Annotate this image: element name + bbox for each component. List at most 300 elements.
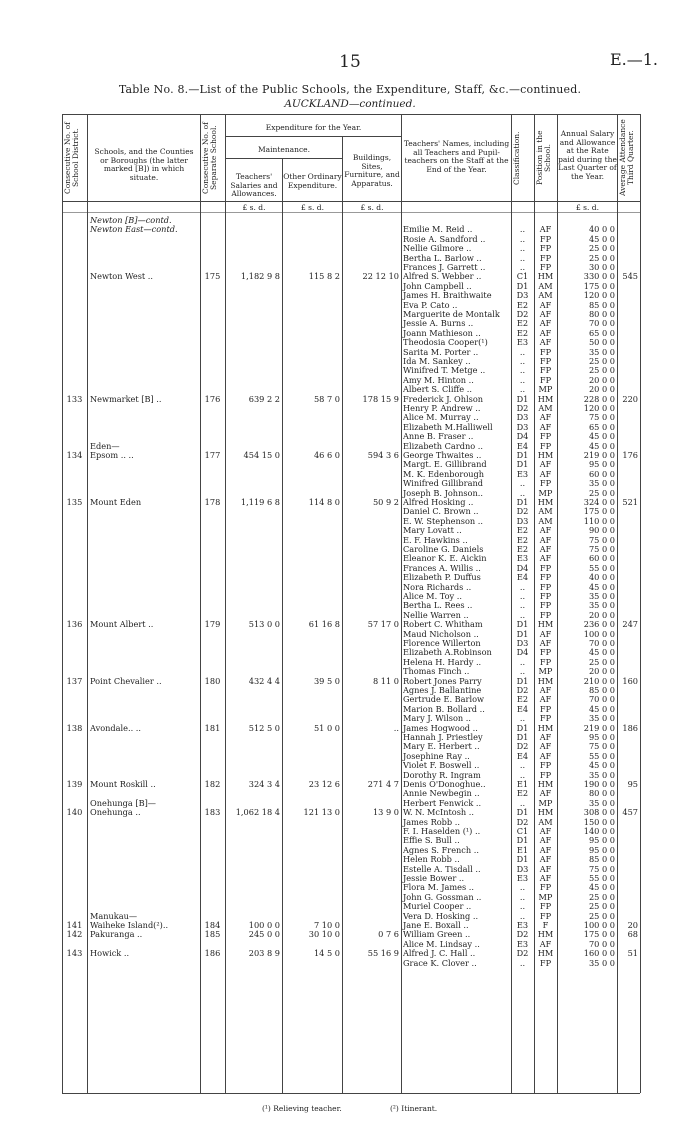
school-name: Pakuranga ..	[90, 929, 143, 940]
annual-salary: 236 0 0	[583, 619, 615, 630]
classification: ..	[519, 713, 526, 724]
teacher-name: Nellie Warren ..	[403, 609, 469, 620]
position: AF	[539, 873, 552, 883]
annual-salary: 75 0 0	[588, 544, 615, 554]
classification: E2	[516, 788, 529, 799]
classification: E4	[516, 750, 529, 761]
district-no: 138	[66, 722, 83, 733]
classification: ..	[519, 581, 526, 592]
expenditure-rule	[225, 136, 401, 137]
classification: ..	[519, 356, 526, 366]
district-no: 142	[66, 929, 83, 940]
annual-salary: 210 0 0	[583, 675, 615, 686]
school-name: Newton East—contd.	[90, 224, 178, 235]
other-expenditure-amount: 61 16 8	[308, 619, 340, 630]
classification: D1	[516, 280, 529, 291]
annual-salary: 35 0 0	[588, 591, 615, 601]
annual-salary: 45 0 0	[588, 703, 615, 714]
position: AF	[539, 468, 552, 479]
separate-school-no: 177	[204, 450, 221, 460]
position: MP	[538, 487, 553, 498]
district-no: 134	[66, 450, 83, 460]
annual-salary: 175 0 0	[583, 506, 615, 517]
annual-salary: 219 0 0	[583, 450, 615, 460]
teacher-name: Elizabeth M.Halliwell	[403, 421, 493, 432]
annual-salary: 70 0 0	[588, 638, 615, 648]
teacher-name: M. K. Edenborough	[403, 468, 485, 479]
classification: D4	[516, 431, 529, 442]
teacher-name: Josephine Ray ..	[403, 750, 470, 761]
separate-school-no: 178	[204, 497, 221, 507]
classification: D2	[516, 816, 529, 827]
classification: E2	[516, 694, 529, 705]
school-name: Epsom .. ..	[90, 450, 134, 460]
annual-salary: 70 0 0	[588, 318, 615, 329]
separate-school-no: 181	[204, 722, 221, 733]
school-name: Newton [B]—contd.	[90, 215, 172, 225]
classification: D3	[516, 638, 529, 648]
classification: ..	[519, 478, 526, 489]
position: FP	[539, 262, 552, 272]
classification: E3	[516, 337, 529, 348]
teacher-name: Annie Newbegin ..	[403, 788, 480, 799]
salaries-amount: 1,119 6 8	[240, 497, 280, 507]
teacher-name: Bertha L. Rees ..	[403, 600, 473, 611]
classification: D4	[516, 562, 529, 573]
district-no: 137	[66, 675, 83, 686]
classification: E2	[516, 534, 529, 545]
classification: ..	[519, 243, 526, 254]
position: AM	[538, 506, 553, 517]
annual-salary: 45 0 0	[588, 882, 615, 893]
unit-salary: £ s. d.	[576, 203, 599, 212]
average-attendance: 186	[622, 722, 638, 733]
annual-salary: 25 0 0	[588, 487, 615, 498]
teacher-name: Mary E. Herbert ..	[403, 741, 480, 752]
classification: D1	[516, 732, 529, 742]
school-name: Mount Roskill ..	[90, 779, 156, 789]
school-name: Eden—	[90, 440, 120, 451]
teacher-name: Alice M. Lindsay ..	[403, 938, 480, 949]
annual-salary: 330 0 0	[583, 271, 615, 282]
teacher-name: Marguerite de Montalk	[403, 309, 500, 319]
position: FP	[539, 346, 552, 357]
classification: ..	[519, 224, 526, 235]
position: FP	[539, 609, 552, 620]
classification: ..	[519, 957, 526, 968]
other-expenditure-amount: 39 5 0	[313, 675, 340, 686]
annual-salary: 55 0 0	[588, 562, 615, 573]
position: FP	[539, 478, 552, 489]
other-expenditure-amount: 7 10 0	[313, 920, 340, 930]
position: HM	[537, 948, 554, 959]
annual-salary: 20 0 0	[588, 374, 615, 385]
buildings-amount: 594 3 6	[367, 450, 399, 460]
school-name: Onehunga [B]—	[90, 797, 156, 808]
average-attendance: 20	[627, 920, 638, 930]
teacher-name: Mary Lovatt ..	[403, 525, 462, 536]
annual-salary: 190 0 0	[583, 779, 615, 789]
average-attendance: 521	[622, 497, 638, 507]
classification: E2	[516, 318, 529, 329]
classification: ..	[519, 882, 526, 893]
position: AM	[538, 290, 553, 301]
teacher-name: Sarita M. Porter ..	[403, 346, 479, 357]
position: HM	[537, 450, 554, 460]
classification: ..	[519, 346, 526, 357]
header-school: Schools, and the Counties or Boroughs (the latter marked [B]) in which situate.	[94, 147, 194, 182]
annual-salary: 110 0 0	[583, 515, 615, 526]
teacher-name: Hannah J. Priestley	[403, 732, 483, 742]
classification: E4	[516, 703, 529, 714]
annual-salary: 75 0 0	[588, 412, 615, 423]
annual-salary: 75 0 0	[588, 534, 615, 545]
page-number: 15	[339, 52, 361, 72]
school-name: Manukau—	[90, 910, 138, 921]
header-position: Position in the School.	[535, 130, 552, 186]
teacher-name: Estelle A. Tisdall ..	[403, 863, 481, 874]
teacher-name: Mary J. Wilson ..	[403, 713, 471, 724]
table-top-rule	[62, 114, 640, 115]
school-name: Howick ..	[90, 948, 130, 959]
separate-school-no: 185	[204, 929, 221, 940]
classification: E4	[516, 440, 529, 451]
classification: D1	[516, 835, 529, 846]
position: AF	[539, 732, 552, 742]
other-expenditure-amount: 58 7 0	[313, 393, 340, 404]
annual-salary: 120 0 0	[583, 290, 615, 301]
annual-salary: 25 0 0	[588, 356, 615, 366]
position: AF	[539, 318, 552, 329]
school-name: Newmarket [B] ..	[90, 393, 162, 404]
classification: D1	[516, 675, 529, 686]
other-expenditure-amount: 114 8 0	[308, 497, 340, 507]
teacher-name: Caroline G. Daniels	[403, 544, 484, 554]
position: HM	[537, 779, 554, 789]
other-expenditure-amount: 46 6 0	[313, 450, 340, 460]
classification: E3	[516, 938, 529, 949]
teacher-name: Agnes J. Ballantine	[403, 685, 482, 695]
separate-school-no: 176	[204, 393, 221, 404]
classification: D2	[516, 929, 529, 940]
position: AF	[539, 327, 552, 338]
classification: D1	[516, 628, 529, 639]
annual-salary: 45 0 0	[588, 647, 615, 658]
average-attendance: 247	[622, 619, 638, 630]
teacher-name: Vera D. Hosking ..	[403, 910, 479, 921]
teacher-name: James H. Braithwaite	[403, 290, 492, 301]
teacher-name: Joann Mathieson ..	[403, 327, 481, 338]
position: F	[542, 920, 549, 930]
school-name: Mount Eden	[90, 497, 142, 507]
annual-salary: 35 0 0	[588, 797, 615, 808]
header-district-no: Consecutive No. of School District.	[63, 122, 80, 194]
teacher-name: John Campbell ..	[403, 280, 472, 291]
other-expenditure-amount: 14 5 0	[313, 948, 340, 959]
annual-salary: 20 0 0	[588, 666, 615, 677]
school-name: Mount Albert ..	[90, 619, 154, 630]
teacher-name: Herbert Fenwick ..	[403, 797, 482, 808]
classification: ..	[519, 374, 526, 385]
separate-school-no: 184	[204, 920, 221, 930]
position: AF	[539, 224, 552, 235]
position: AF	[539, 421, 552, 432]
teacher-name: Alfred Hosking ..	[403, 497, 474, 507]
teacher-name: Eva P. Cato ..	[403, 299, 458, 310]
position: AM	[538, 403, 553, 413]
position: FP	[539, 910, 552, 921]
position: AF	[539, 835, 552, 846]
classification: ..	[519, 487, 526, 498]
teacher-name: Winifred T. Metge ..	[403, 365, 486, 376]
position: FP	[539, 957, 552, 968]
buildings-amount: 271 4 7	[367, 779, 399, 789]
position: FP	[539, 440, 552, 451]
classification: E2	[516, 299, 529, 310]
position: AF	[539, 337, 552, 348]
annual-salary: 25 0 0	[588, 910, 615, 921]
teacher-name: Alice M. Toy ..	[403, 591, 462, 601]
teacher-name: Bertha L. Barlow ..	[403, 252, 482, 263]
district-no: 133	[66, 393, 83, 404]
annual-salary: 85 0 0	[588, 685, 615, 695]
annual-salary: 25 0 0	[588, 243, 615, 254]
separate-school-no: 180	[204, 675, 221, 686]
teacher-name: Eleanor K. E. Aickin	[403, 553, 487, 564]
buildings-amount: 0 7 6	[378, 929, 399, 940]
position: AF	[539, 750, 552, 761]
position: AM	[538, 515, 553, 526]
position: FP	[539, 882, 552, 893]
buildings-amount: 55 16 9	[367, 948, 399, 959]
classification: D3	[516, 290, 529, 301]
separate-school-no: 179	[204, 619, 221, 630]
annual-salary: 80 0 0	[588, 309, 615, 319]
teacher-name: Jessie A. Burns ..	[403, 318, 474, 329]
annual-salary: 60 0 0	[588, 553, 615, 564]
annual-salary: 45 0 0	[588, 760, 615, 771]
salaries-amount: 100 0 0	[248, 920, 280, 930]
other-expenditure-amount: 30 10 0	[308, 929, 340, 940]
buildings-amount: ..	[393, 722, 399, 733]
position: FP	[539, 769, 552, 780]
classification: ..	[519, 656, 526, 667]
teacher-name: Maud Nicholson ..	[403, 628, 479, 639]
other-expenditure-amount: 51 0 0	[313, 722, 340, 733]
classification: D3	[516, 515, 529, 526]
annual-salary: 160 0 0	[583, 948, 615, 959]
position: AF	[539, 788, 552, 799]
classification: D2	[516, 685, 529, 695]
position: FP	[539, 901, 552, 912]
salaries-amount: 454 15 0	[243, 450, 280, 460]
annual-salary: 70 0 0	[588, 938, 615, 949]
teacher-name: Marion B. Bollard ..	[403, 703, 485, 714]
position: HM	[537, 271, 554, 282]
header-expenditure: Expenditure for the Year.	[265, 123, 362, 132]
classification: D2	[516, 506, 529, 517]
annual-salary: 85 0 0	[588, 854, 615, 865]
annual-salary: 35 0 0	[588, 478, 615, 489]
teacher-name: William Green ..	[403, 929, 471, 940]
annual-salary: 95 0 0	[588, 459, 615, 470]
classification: D3	[516, 412, 529, 423]
annual-salary: 25 0 0	[588, 365, 615, 376]
classification: E3	[516, 920, 529, 930]
annual-salary: 150 0 0	[583, 816, 615, 827]
header-salary: Annual Salary and Allowance at the Rate paid during the Last Quarter of the Year.	[558, 129, 617, 181]
table-bottom-rule	[62, 1093, 640, 1094]
position: FP	[539, 581, 552, 592]
teacher-name: Amy M. Hinton ..	[403, 374, 474, 385]
teacher-name: Frances A. Willis ..	[403, 562, 481, 573]
position: FP	[539, 431, 552, 442]
position: FP	[539, 572, 552, 583]
classification: ..	[519, 609, 526, 620]
position: AM	[538, 816, 553, 827]
position: HM	[537, 929, 554, 940]
annual-salary: 45 0 0	[588, 431, 615, 442]
classification: ..	[519, 384, 526, 395]
annual-salary: 45 0 0	[588, 233, 615, 244]
header-teachers: Teachers' Names, including all Teachers and Pupil-teachers on the Staff at the End of the Year.	[403, 139, 510, 174]
teacher-name: Albert S. Cliffe ..	[403, 384, 472, 395]
position: AF	[539, 544, 552, 554]
position: AF	[539, 534, 552, 545]
position: FP	[539, 591, 552, 601]
header-other: Other Ordinary Expenditure.	[283, 172, 342, 190]
unit-salaries: £ s. d.	[242, 203, 266, 212]
position: AF	[539, 412, 552, 423]
annual-salary: 45 0 0	[588, 581, 615, 592]
annual-salary: 95 0 0	[588, 844, 615, 855]
other-expenditure-amount: 23 12 6	[308, 779, 340, 789]
position: MP	[538, 666, 553, 677]
average-attendance: 457	[622, 807, 638, 818]
teacher-name: Margt. E. Gillibrand	[403, 459, 487, 470]
district-no: 141	[66, 920, 83, 930]
position: AF	[539, 638, 552, 648]
classification: ..	[519, 262, 526, 272]
teacher-name: Frances J. Garrett ..	[403, 262, 486, 272]
teacher-name: E. F. Hawkins ..	[403, 534, 468, 545]
average-attendance: 545	[622, 271, 638, 282]
annual-salary: 35 0 0	[588, 346, 615, 357]
teacher-name: Henry P. Andrew ..	[403, 403, 481, 413]
teacher-name: Elizabeth A.Robinson	[403, 647, 492, 658]
classification: C1	[516, 271, 529, 282]
teacher-name: Gertrude E. Barlow	[403, 694, 485, 705]
position: FP	[539, 600, 552, 611]
position: AF	[539, 741, 552, 752]
average-attendance: 160	[622, 675, 638, 686]
header-attendance: Average Attendance Third Quarter.	[618, 119, 635, 197]
teacher-name: W. N. McIntosh ..	[403, 807, 475, 818]
separate-school-no: 175	[204, 271, 221, 282]
teacher-name: Alfred J. C. Hall ..	[403, 948, 476, 959]
position: FP	[539, 243, 552, 254]
classification: ..	[519, 901, 526, 912]
header-sep-no: Consecutive No. of Separate School.	[201, 122, 218, 194]
annual-salary: 35 0 0	[588, 713, 615, 724]
school-name: Waiheke Island(²)..	[90, 920, 169, 930]
position: FP	[539, 374, 552, 385]
position: FP	[539, 656, 552, 667]
salaries-amount: 513 0 0	[248, 619, 280, 630]
classification: D1	[516, 459, 529, 470]
separate-school-no: 183	[204, 807, 221, 818]
annual-salary: 324 0 0	[583, 497, 615, 507]
classification: ..	[519, 252, 526, 263]
classification: C1	[516, 826, 529, 836]
annual-salary: 308 0 0	[583, 807, 615, 818]
classification: D2	[516, 309, 529, 319]
teacher-name: Jessie Bower ..	[403, 873, 465, 883]
classification: ..	[519, 600, 526, 611]
classification: E2	[516, 327, 529, 338]
classification: D1	[516, 497, 529, 507]
annual-salary: 25 0 0	[588, 656, 615, 667]
average-attendance: 176	[622, 450, 638, 460]
school-name: Avondale.. ..	[90, 722, 142, 733]
teacher-name: Dorothy R. Ingram	[403, 769, 481, 780]
classification: D3	[516, 421, 529, 432]
classification: E1	[516, 844, 529, 855]
annual-salary: 95 0 0	[588, 732, 615, 742]
annual-salary: 30 0 0	[588, 262, 615, 272]
teacher-name: John G. Gossman ..	[403, 891, 482, 902]
annual-salary: 70 0 0	[588, 694, 615, 705]
teacher-name: Violet F. Boswell ..	[403, 760, 480, 771]
maintenance-rule	[225, 158, 342, 159]
position: AF	[539, 854, 552, 865]
annual-salary: 100 0 0	[583, 628, 615, 639]
annual-salary: 85 0 0	[588, 299, 615, 310]
unit-other: £ s. d.	[301, 203, 324, 212]
annual-salary: 55 0 0	[588, 873, 615, 883]
teacher-name: Frederick J. Ohlson	[403, 393, 484, 404]
teacher-name: F. I. Haselden (¹) ..	[403, 826, 481, 836]
salaries-amount: 203 8 9	[248, 948, 280, 959]
buildings-amount: 57 17 0	[367, 619, 399, 630]
annual-salary: 25 0 0	[588, 252, 615, 263]
position: AF	[539, 826, 552, 836]
teacher-name: George Thwaites ..	[403, 450, 482, 460]
annual-salary: 175 0 0	[583, 929, 615, 940]
position: HM	[537, 619, 554, 630]
classification: E1	[516, 779, 529, 789]
classification: D2	[516, 948, 529, 959]
header-maintenance: Maintenance.	[258, 145, 310, 154]
classification: E3	[516, 873, 529, 883]
header-bottom-rule	[62, 201, 640, 202]
annual-salary: 50 0 0	[588, 337, 615, 348]
classification: ..	[519, 910, 526, 921]
annual-salary: 20 0 0	[588, 609, 615, 620]
position: AF	[539, 685, 552, 695]
classification: ..	[519, 760, 526, 771]
teacher-name: Nellie Gilmore ..	[403, 243, 472, 254]
annual-salary: 40 0 0	[588, 224, 615, 235]
position: HM	[537, 497, 554, 507]
teacher-name: Muriel Cooper ..	[403, 901, 472, 912]
teacher-name: Helena H. Hardy ..	[403, 656, 482, 667]
header-buildings: Buildings, Sites, Furniture, and Apparatus.	[344, 153, 400, 188]
salaries-amount: 245 0 0	[248, 929, 280, 940]
teacher-name: Winifred Gillibrand	[403, 478, 483, 489]
position: FP	[539, 562, 552, 573]
position: AF	[539, 299, 552, 310]
